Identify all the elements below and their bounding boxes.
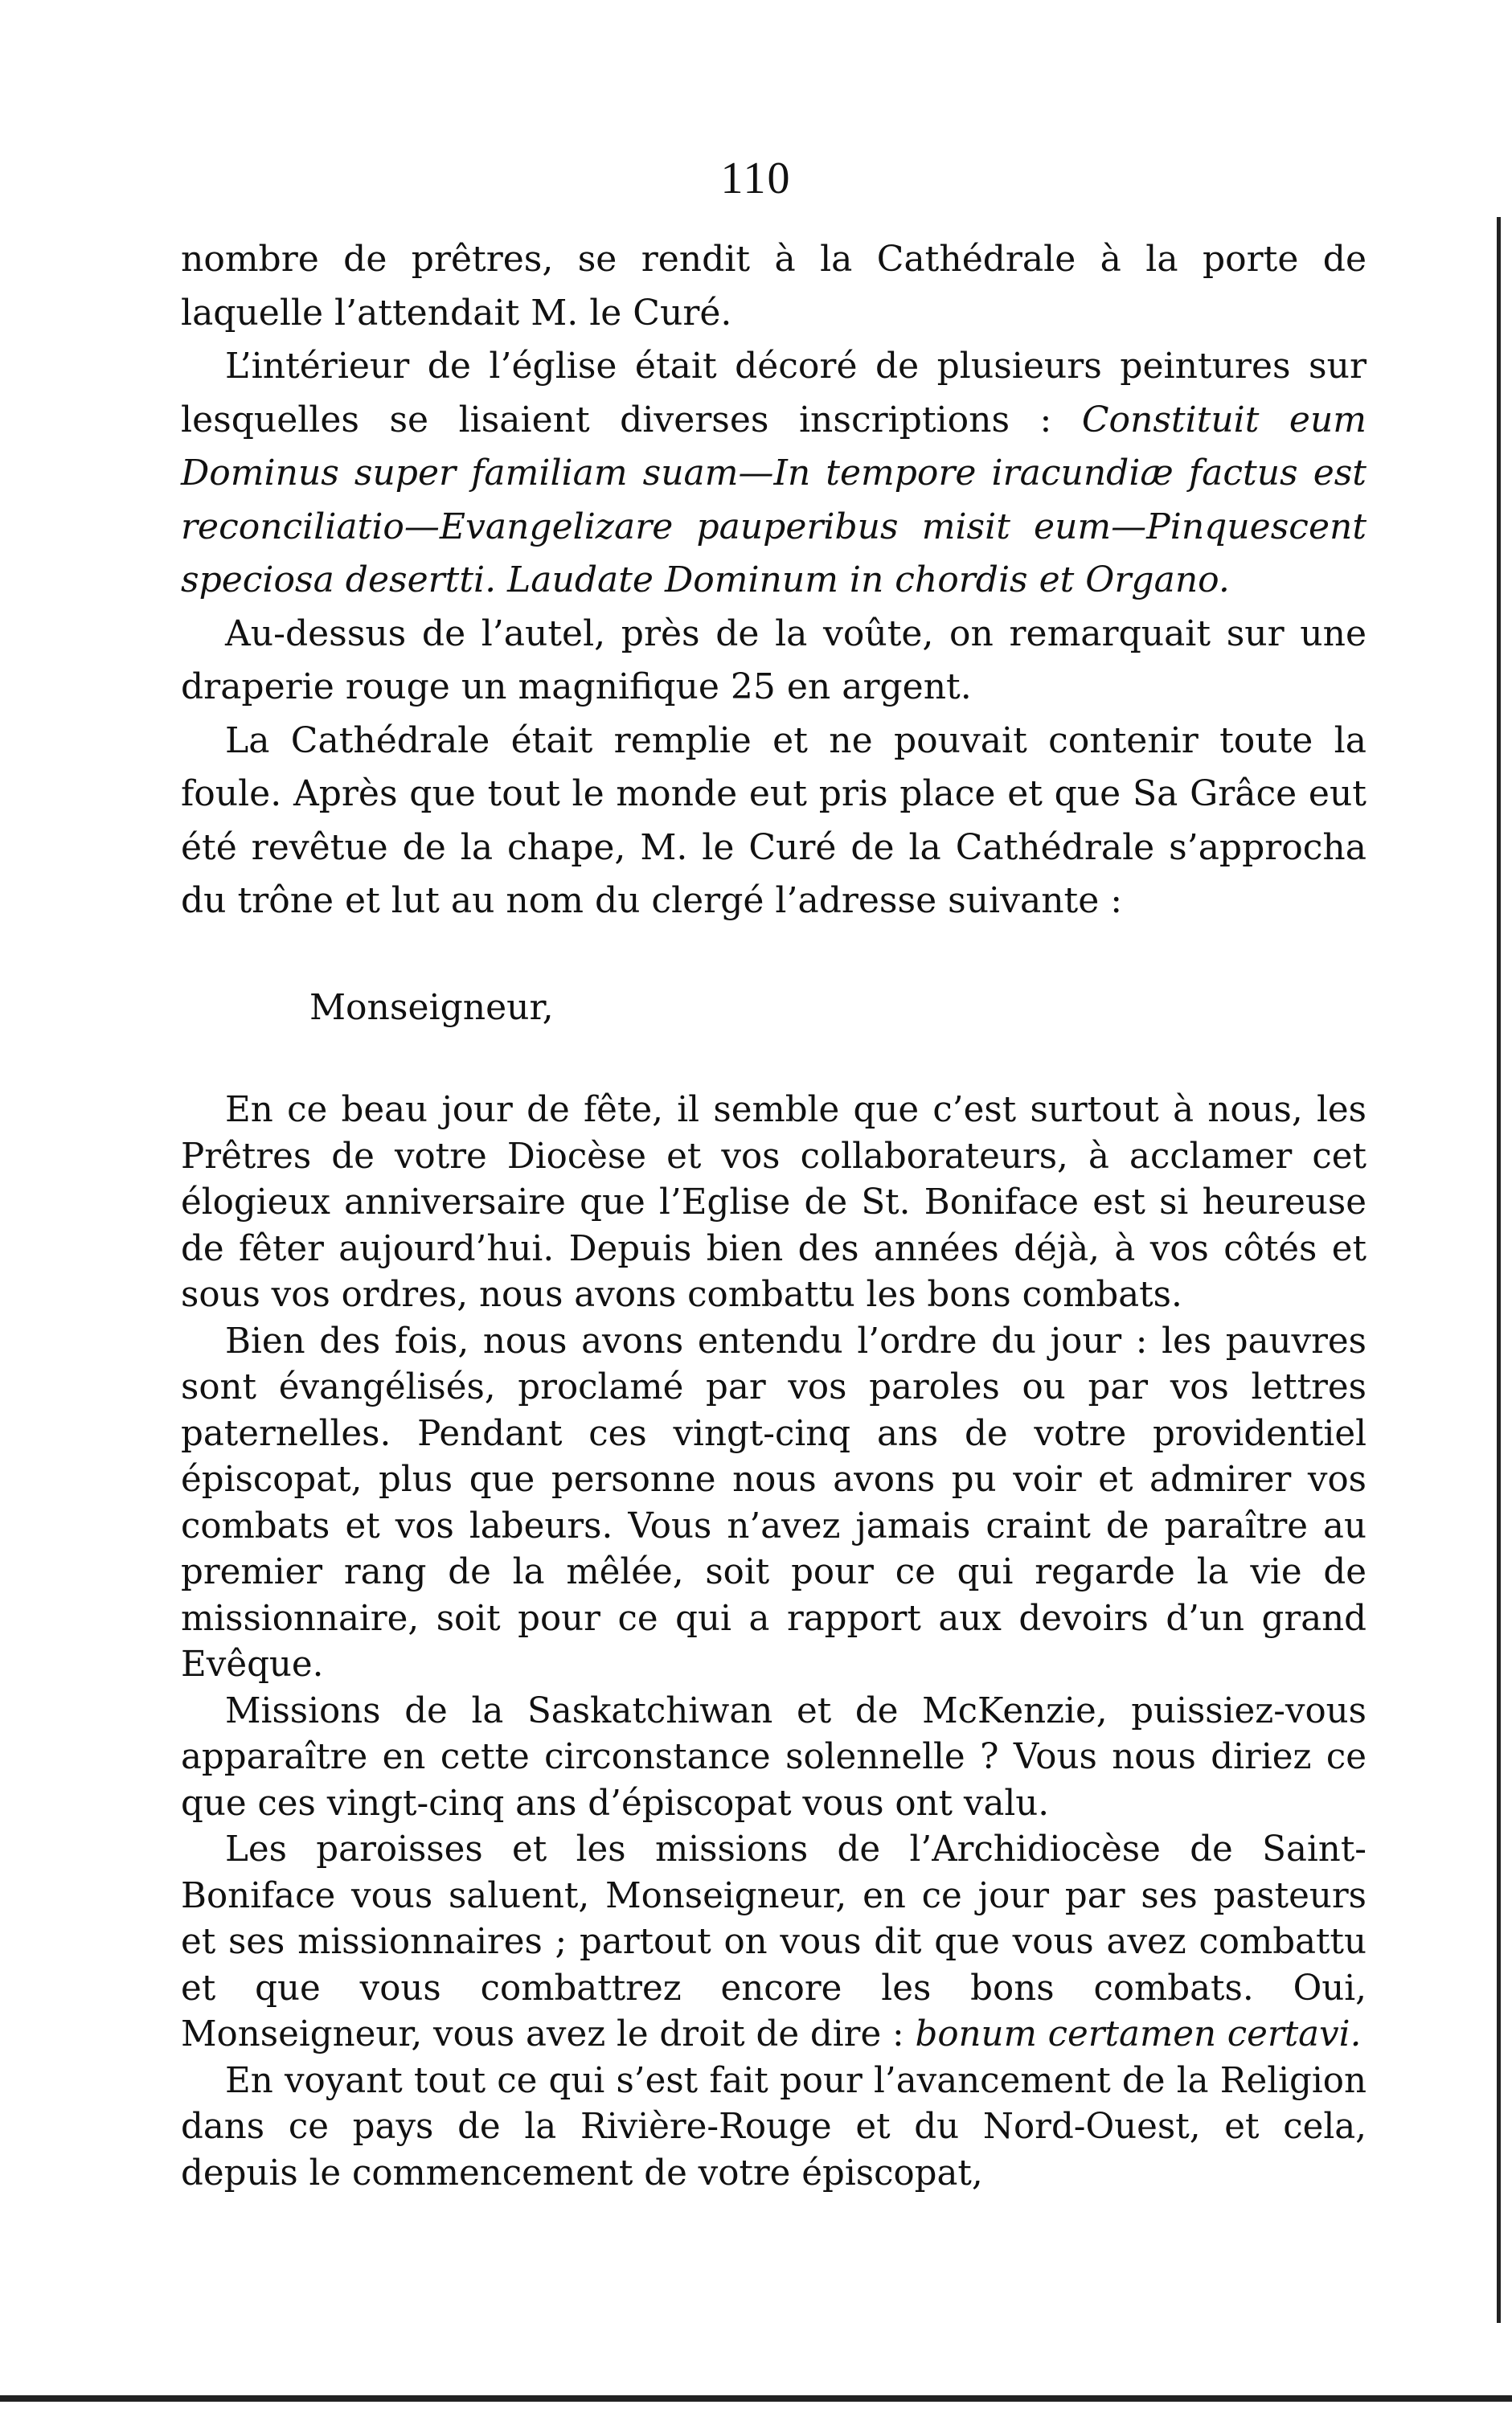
address-paragraph-5: En voyant tout ce qui s’est fait pour l’avancement de la Religion dans ce pays de la Rivière-Rouge et du Nord-Ouest, et cela, depuis le commencement de votre épiscopat, [181, 2060, 1367, 2194]
paragraph-altar: Au-dessus de l’autel, près de la voûte, on remarquait sur une draperie rouge un magnifique 25 en argent. [181, 612, 1367, 707]
page-edge-right [1497, 217, 1501, 2323]
address-text [181, 1088, 1367, 2197]
address-paragraph-4 [181, 1827, 1367, 2058]
address-paragraph-4-text: Les paroisses et les missions de l’Archidiocèse de Saint-Boniface vous saluent, Monseigneur, en ce jour par ses pasteurs et ses missionnaires ; partout on vous dit que vous avez combattu et que vous combattrez encore les bons combats. Oui, Monseigneur, vous avez le droit de dire : [181, 1829, 1367, 2054]
salutation: Monseigneur, [309, 986, 554, 1028]
inscriptions-latin: Constituit eum Dominus super familiam suam—In tempore iracundiæ factus est reconciliatio—Evangelizare pauperibus misit eum—Pinquescent speciosa desertti. Laudate Dominum in chordis et Organo. [181, 399, 1367, 600]
paragraph-inscriptions [181, 340, 1367, 608]
body-text [181, 233, 1367, 2197]
inscriptions-intro: L’intérieur de l’église était décoré de plusieurs peintures sur lesquelles se lisaient diverses inscriptions : [181, 346, 1367, 440]
address-paragraph-2: Bien des fois, nous avons entendu l’ordre du jour : les pauvres sont évangélisés, proclamé par vos paroles ou par vos lettres paternelles. Pendant ces vingt-cinq ans de votre providentiel épiscopat, plus que personne nous avons pu voir et admirer vos combats et vos labeurs. Vous n’avez jamais craint de paraître au premier rang de la mêlée, soit pour ce qui regarde la vie de missionnaire, soit pour ce qui a rapport aux devoirs d’un grand Evêque. [181, 1321, 1367, 1685]
latin-quote: bonum certamen certavi. [915, 2014, 1362, 2054]
address-paragraph-1: En ce beau jour de fête, il semble que c’est surtout à nous, les Prêtres de votre Diocèse et vos collaborateurs, à acclamer cet élogieux anniversaire que l’Eglise de St. Boniface est si heureuse de fêter aujourd’hui. Depuis bien des années déjà, à vos côtés et sous vos ordres, nous avons combattu les bons combats. [181, 1090, 1367, 1315]
address-paragraph-3: Missions de la Saskatchiwan et de McKenzie, puissiez-vous apparaître en cette circonstance solennelle ? Vous nous diriez ce que ces vingt-cinq ans d’épiscopat vous ont valu. [181, 1690, 1367, 1824]
paragraph-continuation: nombre de prêtres, se rendit à la Cathédrale à la porte de laquelle l’attendait M. le Curé. [181, 239, 1367, 334]
page-number: 110 [720, 154, 792, 203]
page-edge-bottom [0, 2395, 1512, 2402]
paragraph-cathedral: La Cathédrale était remplie et ne pouvait contenir toute la foule. Après que tout le monde eut pris place et que Sa Grâce eut été revêtue de la chape, M. le Curé de la Cathédrale s’approcha du trône et lut au nom du clergé l’adresse suivante : [181, 719, 1367, 921]
